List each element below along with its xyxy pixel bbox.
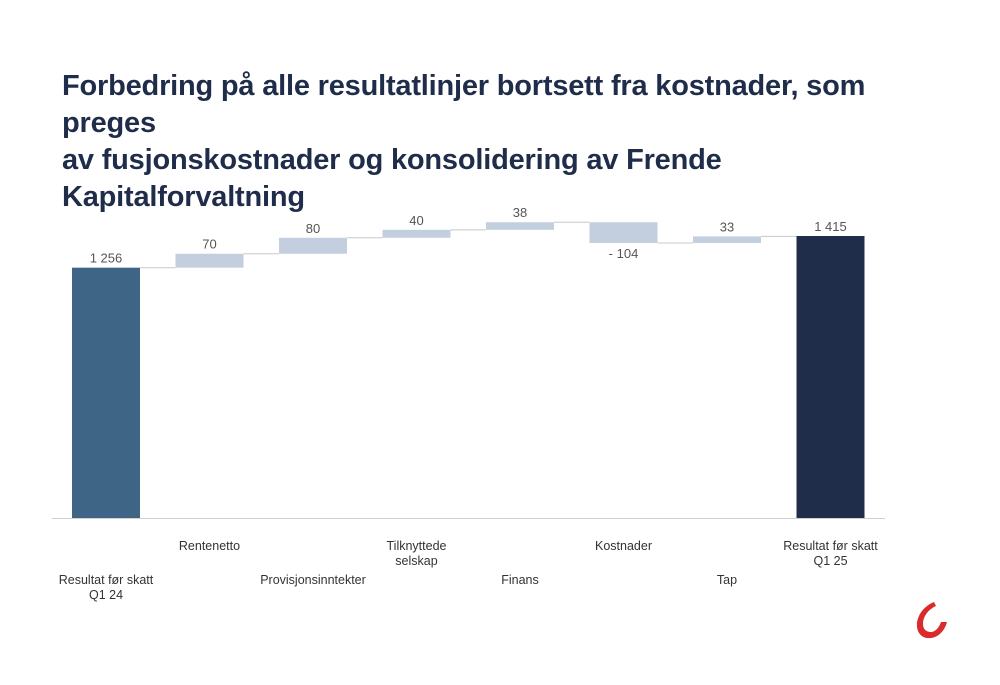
category-label: selskap — [395, 553, 438, 568]
category-label: Finans — [501, 572, 539, 587]
value-label: 33 — [719, 219, 735, 235]
total-bar — [797, 236, 865, 518]
total-bar — [72, 268, 140, 518]
category-label: Provisjonsinntekter — [260, 572, 366, 587]
logo-notch — [928, 613, 935, 625]
delta-bar — [279, 238, 347, 254]
title-line-1: Forbedring på alle resultatlinjer bortsett fra kostnader, som preges — [62, 70, 866, 139]
value-label: 70 — [202, 236, 217, 252]
value-label: - 104 — [608, 245, 639, 261]
value-label: 1 256 — [89, 250, 123, 266]
category-label: Tilknyttede — [386, 538, 447, 553]
category-label: Kostnader — [595, 538, 652, 553]
delta-bar — [383, 230, 451, 238]
value-label: 38 — [512, 205, 528, 221]
delta-bar — [486, 222, 554, 230]
delta-bar — [693, 236, 761, 243]
delta-bar — [590, 222, 658, 243]
category-label: Q1 24 — [88, 587, 124, 602]
value-label: 80 — [305, 220, 321, 236]
category-label: Rentenetto — [178, 538, 241, 553]
category-label: Resultat før skatt — [58, 572, 154, 587]
delta-bar — [176, 254, 244, 268]
category-label: Resultat før skatt — [783, 538, 878, 553]
value-label: 1 415 — [814, 219, 847, 234]
category-label: Tap — [716, 572, 738, 587]
value-label: 40 — [409, 212, 424, 228]
title-line-2: av fusjonskostnader og konsolidering av Frende Kapitalforvaltning — [62, 144, 722, 213]
category-label: Q1 25 — [813, 553, 848, 568]
frende-logo — [914, 600, 948, 640]
